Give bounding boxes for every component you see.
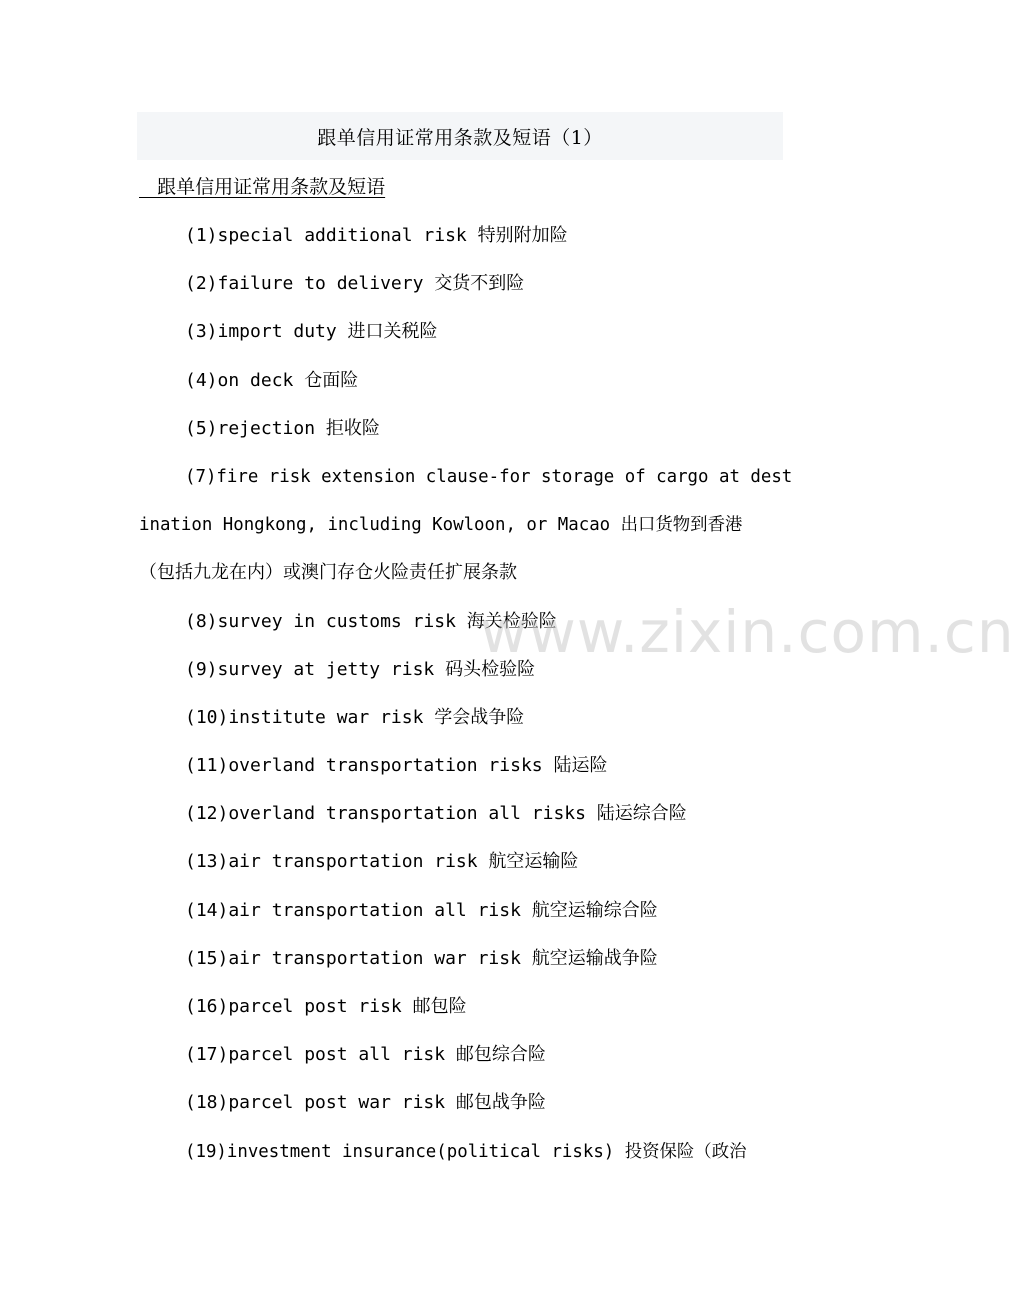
list-item: (4)on deck 仓面险 bbox=[185, 369, 359, 391]
list-item: (18)parcel post war risk 邮包战争险 bbox=[185, 1092, 546, 1114]
list-item: (2)failure to delivery 交货不到险 bbox=[185, 273, 525, 295]
list-item: (11)overland transportation risks 陆运险 bbox=[185, 755, 608, 777]
list-item: (1)special additional risk 特别附加险 bbox=[185, 225, 568, 246]
list-item: (16)parcel post risk 邮包险 bbox=[185, 996, 467, 1017]
list-item: (17)parcel post all risk 邮包综合险 bbox=[185, 1044, 546, 1066]
list-item: (8)survey in customs risk 海关检验险 bbox=[185, 610, 557, 632]
title-band bbox=[137, 112, 783, 160]
list-item: (9)survey at jetty risk 码头检验险 bbox=[185, 658, 536, 680]
list-item: (12)overland transportation all risks 陆运综合险 bbox=[185, 803, 687, 825]
document-subtitle: 跟单信用证常用条款及短语 bbox=[139, 176, 386, 198]
list-item: (19)investment insurance(political risks) 投资保险（政治 bbox=[185, 1141, 747, 1162]
list-item: (15)air transportation war risk 航空运输战争险 bbox=[185, 947, 658, 969]
list-item: (3)import duty 进口关税险 bbox=[185, 321, 438, 343]
document-title: 跟单信用证常用条款及短语（1） bbox=[317, 126, 603, 149]
list-item-continuation: （包括九龙在内）或澳门存仓火险责任扩展条款 bbox=[139, 562, 517, 584]
list-item: (5)rejection 拒收险 bbox=[185, 417, 380, 439]
watermark: www.zixin.com.cn bbox=[480, 598, 1015, 666]
clause-list bbox=[139, 212, 793, 1176]
list-item: (14)air transportation all risk 航空运输综合险 bbox=[185, 899, 658, 921]
list-item: (10)institute war risk 学会战争险 bbox=[185, 706, 525, 728]
list-item: (7)fire risk extension clause-for storage of cargo at dest bbox=[185, 466, 793, 487]
list-item-continuation: ination Hongkong, including Kowloon, or Macao 出口货物到香港 bbox=[139, 515, 743, 536]
list-item: (13)air transportation risk 航空运输险 bbox=[185, 851, 579, 873]
